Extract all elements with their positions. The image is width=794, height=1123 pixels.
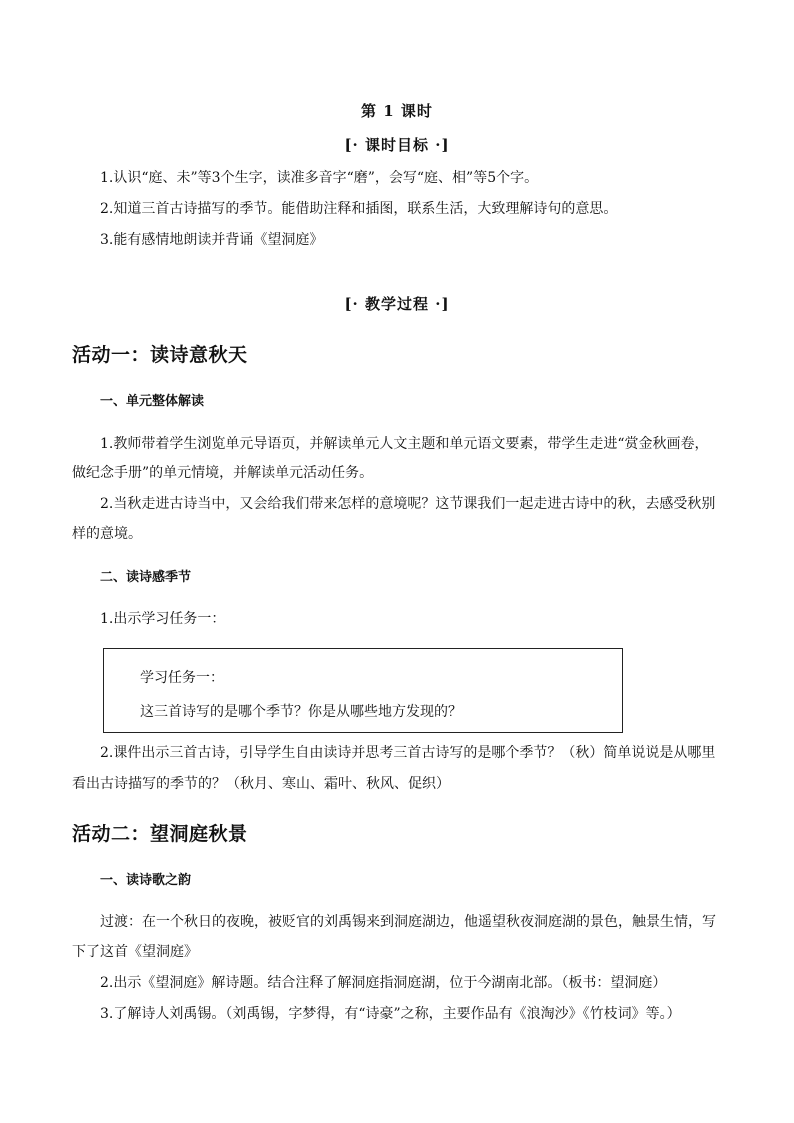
activity1-part1-p1-line2: 做纪念手册”的单元情境，并解读单元活动任务。 [72,465,374,481]
activity1-part2-p2-line1: 2.课件出示三首古诗，引导学生自由读诗并思考三首古诗写的是哪个季节？（秋）简单说说是从哪里 [100,745,716,761]
activity2-part1-p1-line2: 下了这首《望洞庭》 [72,944,198,960]
activity1-part1-p2-line2: 样的意境。 [72,526,142,542]
activity1-part2-p1: 1.出示学习任务一： [100,611,226,627]
activity1-part2-p2-line2: 看出古诗描写的季节的？（秋月、寒山、霜叶、秋风、促织） [72,776,450,792]
objective-item-3: 3.能有感情地朗读并背诵《望洞庭》 [100,232,324,248]
lesson-title: 第 1 课时 [361,102,433,120]
task-box [103,648,623,733]
activity2-part1-heading: 一、读诗歌之韵 [100,873,192,888]
activity1-heading: 活动一：读诗意秋天 [72,344,248,366]
activity1-part1-p1-line1: 1.教师带着学生浏览单元导语页，并解读单元人文主题和单元语文要素，带学生走进“赏金秋画卷， [100,436,709,452]
activity2-part1-p1-line1: 过渡：在一个秋日的夜晚，被贬官的刘禹锡来到洞庭湖边，他遥望秋夜洞庭湖的景色，触景生情，写 [100,914,716,930]
objective-item-1: 1.认识“庭、未”等3个生字，读准多音字“磨”，会写“庭、相”等5个字。 [100,170,539,186]
activity2-heading: 活动二：望洞庭秋景 [72,823,248,845]
activity1-part1-heading: 一、单元整体解读 [100,394,205,409]
task-box-title: 学习任务一： [140,670,224,686]
process-heading: [· 教学过程 ·] [344,295,450,313]
activity1-part1-p2-line1: 2.当秋走进古诗当中，又会给我们带来怎样的意境呢？这节课我们一起走进古诗中的秋，去感受秋别 [100,496,716,512]
task-box-question: 这三首诗写的是哪个季节？你是从哪些地方发现的？ [140,704,462,720]
activity2-part1-p3: 3.了解诗人刘禹锡。（刘禹锡，字梦得，有“诗豪”之称，主要作品有《浪淘沙》《竹枝词》等。） [100,1006,681,1022]
activity2-part1-p2: 2.出示《望洞庭》解诗题。结合注释了解洞庭指洞庭湖，位于今湖南北部。（板书：望洞庭） [100,975,667,991]
activity1-part2-heading: 二、读诗感季节 [100,570,192,585]
objective-item-2: 2.知道三首古诗描写的季节。能借助注释和插图，联系生活，大致理解诗句的意思。 [100,201,618,217]
objectives-heading: [· 课时目标 ·] [344,136,450,154]
